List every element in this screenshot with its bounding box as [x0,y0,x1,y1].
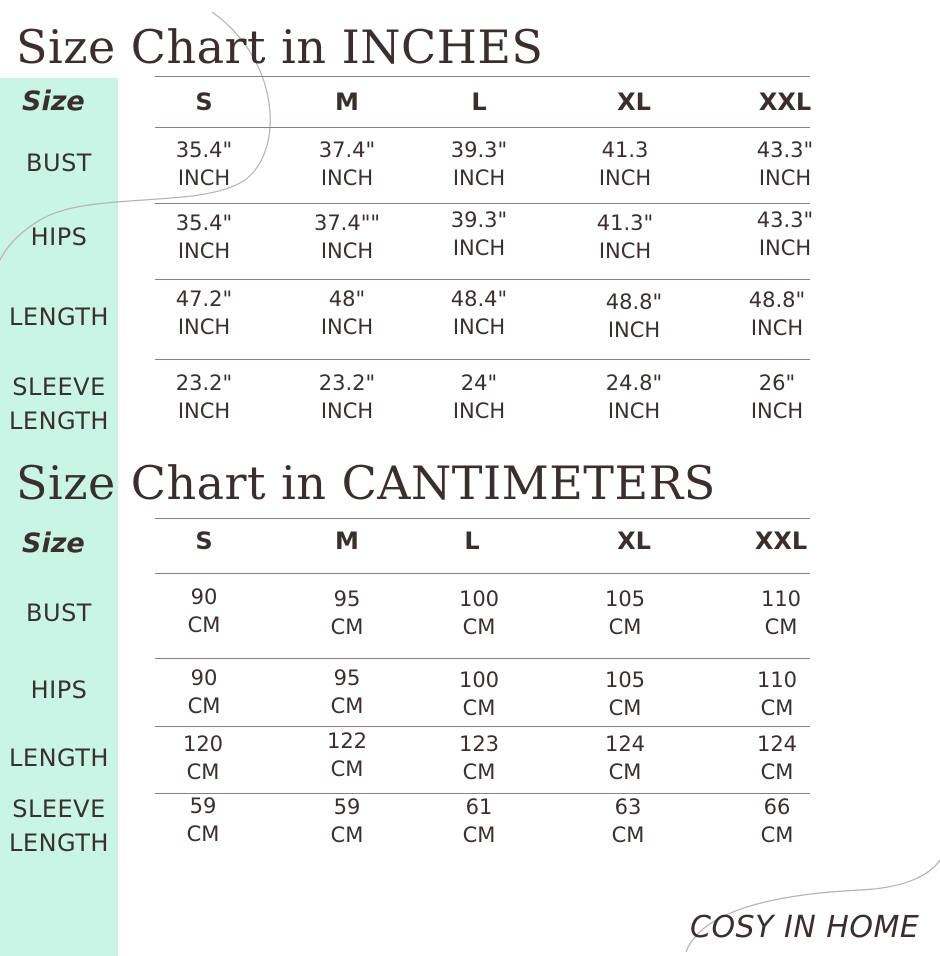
col-head-cm-l: L [464,527,480,555]
cell-cm-bust-xl: 105 CM [604,587,646,639]
cell-inches-bust-s: 35.4" INCH [175,138,233,190]
row-label-inches-bust: BUST [26,149,92,177]
cell-cm-length-xxl: 124 CM [756,732,798,784]
size-label-centimeters: Size [22,528,85,559]
cell-cm-bust-xxl: 110 CM [760,587,802,639]
cell-cm-hips-xxl: 110 CM [756,668,798,720]
title-centimeters: Size Chart in CANTIMETERS [16,456,716,510]
rule-inches-top [155,76,810,77]
cell-cm-sleeve-s: 59 CM [186,794,220,846]
cell-inches-hips-s: 35.4" INCH [175,211,233,263]
cell-inches-length-xl: 48.8" INCH [605,290,663,342]
cell-cm-sleeve-xxl: 66 CM [760,795,794,847]
row-label-cm-sleeve-length: SLEEVE LENGTH [9,795,109,857]
col-head-inches-m: M [335,88,359,116]
row-label-inches-length: LENGTH [9,303,109,331]
rule-inches-4 [155,359,810,360]
title-inches: Size Chart in INCHES [16,20,544,74]
rule-inches-2 [155,203,810,204]
cell-inches-bust-m: 37.4" INCH [318,138,376,190]
rule-cm-2 [155,658,810,659]
col-head-inches-l: L [471,88,487,116]
cell-cm-bust-m: 95 CM [330,587,364,639]
row-label-cm-hips: HIPS [30,676,88,704]
cell-inches-length-l: 48.4" INCH [450,287,508,339]
rule-inches-3 [155,279,810,280]
row-label-inches-sleeve-length: SLEEVE LENGTH [9,373,109,435]
rule-cm-top [155,518,810,519]
brand-name: COSY IN HOME [690,910,920,945]
cell-cm-sleeve-xl: 63 CM [611,795,645,847]
col-head-inches-s: S [195,88,213,116]
rule-inches-1 [155,127,810,128]
cell-inches-hips-xxl: 43.3" INCH [756,208,814,260]
cell-cm-hips-l: 100 CM [458,668,500,720]
col-head-cm-m: M [335,527,359,555]
rule-cm-1 [155,573,810,574]
cell-inches-length-m: 48" INCH [320,287,374,339]
cell-inches-hips-m: 37.4"" INCH [313,211,381,263]
cell-inches-bust-l: 39.3" INCH [450,138,508,190]
cell-inches-sleeve-s: 23.2" INCH [175,371,233,423]
col-head-cm-xl: XL [617,527,651,555]
cell-inches-length-s: 47.2" INCH [175,287,233,339]
col-head-cm-xxl: XXL [754,527,808,555]
col-head-inches-xxl: XXL [758,88,812,116]
cell-inches-bust-xl: 41.3 INCH [598,138,652,190]
cell-inches-bust-xxl: 43.3" INCH [756,138,814,190]
cell-cm-length-s: 120 CM [182,732,224,784]
cell-cm-sleeve-l: 61 CM [462,795,496,847]
cell-cm-bust-s: 90 CM [187,585,221,637]
cell-cm-hips-m: 95 CM [330,666,364,718]
cell-cm-sleeve-m: 59 CM [330,795,364,847]
rule-cm-3 [155,726,810,727]
row-label-cm-bust: BUST [26,599,92,627]
cell-inches-hips-l: 39.3" INCH [450,208,508,260]
cell-inches-hips-xl: 41.3" INCH [596,211,654,263]
cell-inches-sleeve-m: 23.2" INCH [318,371,376,423]
row-label-inches-hips: HIPS [30,223,88,251]
cell-inches-sleeve-xxl: 26" INCH [750,371,804,423]
cell-inches-sleeve-xl: 24.8" INCH [605,371,663,423]
col-head-cm-s: S [195,527,213,555]
cell-cm-length-xl: 124 CM [604,732,646,784]
row-label-cm-length: LENGTH [9,744,109,772]
cell-inches-sleeve-l: 24" INCH [452,371,506,423]
cell-cm-length-m: 122 CM [326,729,368,781]
cell-inches-length-xxl: 48.8" INCH [748,288,806,340]
cell-cm-length-l: 123 CM [458,732,500,784]
cell-cm-bust-l: 100 CM [458,587,500,639]
cell-cm-hips-xl: 105 CM [604,668,646,720]
size-label-inches: Size [22,86,85,117]
col-head-inches-xl: XL [617,88,651,116]
cell-cm-hips-s: 90 CM [187,666,221,718]
